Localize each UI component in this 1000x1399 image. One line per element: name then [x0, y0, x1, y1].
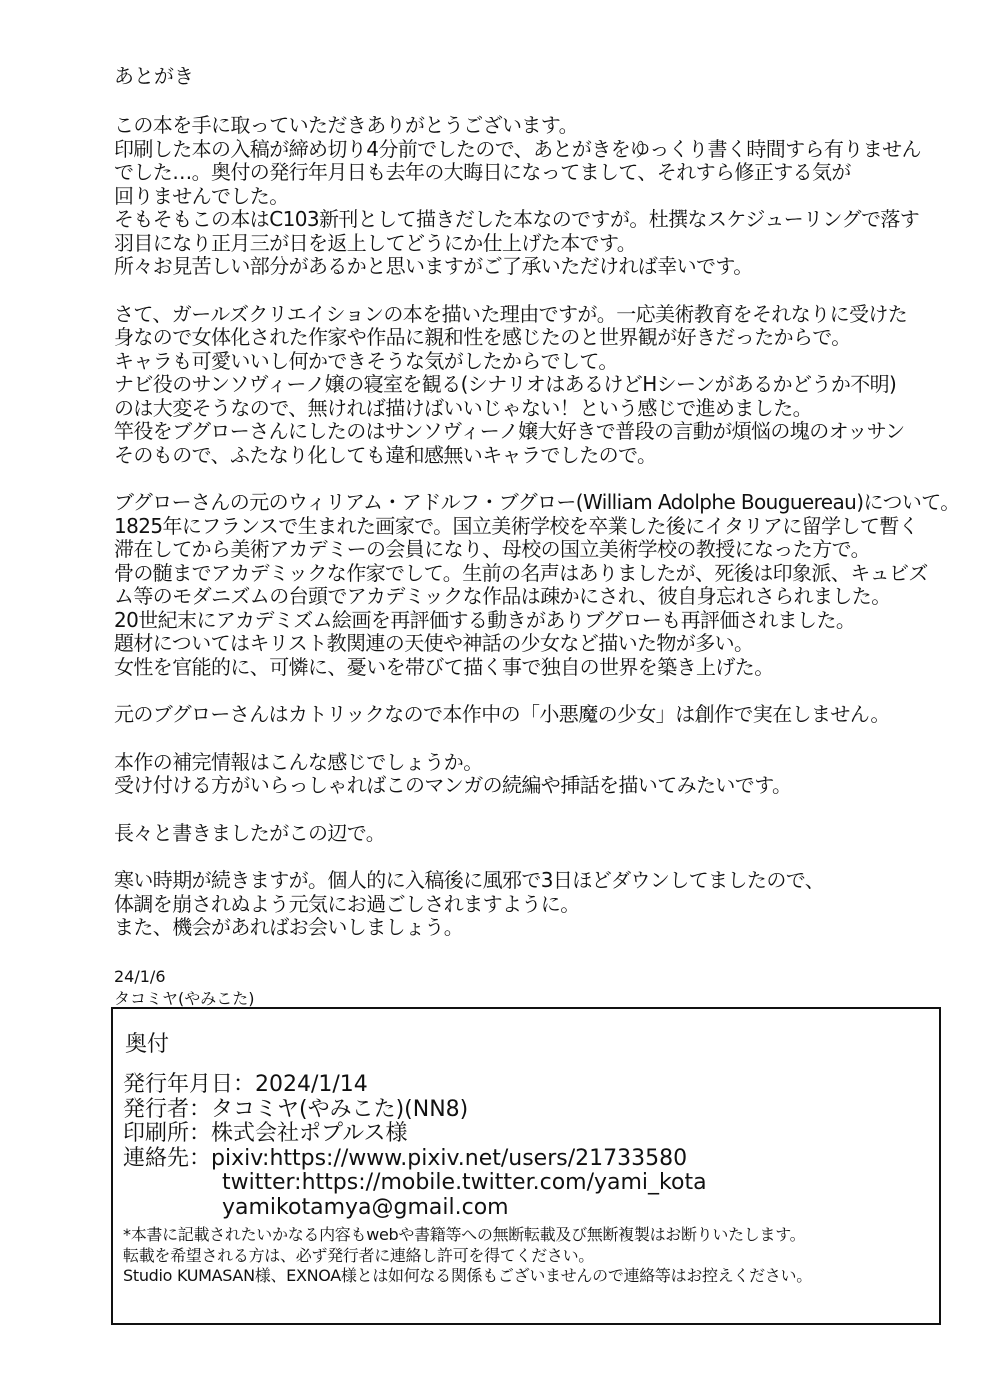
- text-line: この本を手に取っていただきありがとうございます。: [114, 113, 578, 137]
- text-line: ナビ役のサンソヴィーノ嬢の寝室を観る(シナリオはあるけどHシーンがあるかどうか不明): [114, 372, 897, 396]
- signature-date: 24/1/6: [114, 966, 166, 986]
- text-line: そのもので、ふたなり化しても違和感無いキャラでしたので。: [114, 442, 657, 467]
- publisher: 発行者：タコミヤ(やみこた)(NN8): [123, 1096, 469, 1122]
- publication-date: 発行年月日：2024/1/14: [123, 1072, 368, 1097]
- text-line: 元のブグローさんはカトリックなので本作中の「小悪魔の少女」は創作で実在しません。: [114, 702, 890, 726]
- text-line: 体調を崩されぬよう元気にお過ごしされますように。: [114, 891, 580, 916]
- text-line: 本作の補完情報はこんな感じでしょうか。: [114, 749, 483, 774]
- text-line: 印刷した本の入稿が締め切り4分前でしたので、あとがきをゆっくり書く時間すら有りません: [114, 136, 921, 161]
- text-line: さて、ガールズクリエイションの本を描いた理由ですが。一応美術教育をそれなりに受けた: [114, 301, 908, 326]
- afterword-paragraph-7: [114, 869, 974, 940]
- afterword-paragraph-3: [114, 491, 974, 679]
- text-line: また、機会があればお会いしましょう。: [114, 915, 464, 939]
- text-line: のは大変そうなので、無ければ描けばいいじゃない！という感じで進めました。: [114, 395, 812, 420]
- text-line: 所々お見苦しい部分があるかと思いますがご了承いただければ幸いです。: [114, 254, 753, 278]
- text-line: 20世紀末にアカデミズム絵画を再評価する動きがありブグローも再評価されました。: [114, 607, 856, 632]
- text-line: キャラも可愛いいし何かできそうな気がしたからでして。: [114, 348, 618, 373]
- afterword-paragraph-4: [114, 703, 974, 727]
- contact-email-row: [123, 1196, 707, 1221]
- text-line: 回りませんでした。: [114, 183, 289, 208]
- note-line: *本書に記載されたいかなる内容もwebや書籍等への無断転載及び無断複製はお断りいたします。: [123, 1225, 806, 1244]
- afterword-heading: あとがき: [114, 64, 194, 88]
- contact-twitter: twitter:https://mobile.twitter.com/yami_kota: [222, 1170, 707, 1195]
- afterword-paragraph-5: [114, 751, 974, 798]
- colophon-title: 奥付: [125, 1032, 170, 1057]
- note-line: 転載を希望される方は、必ず発行者に連絡し許可を得てください。: [123, 1245, 595, 1265]
- text-line: 骨の髄までアカデミックな作家でして。生前の名声はありましたが、死後は印象派、キュビズ: [114, 560, 928, 585]
- afterword-paragraph-1: [114, 114, 974, 279]
- text-line: 受け付ける方がいらっしゃればこのマンガの続編や挿話を描いてみたいです。: [114, 773, 792, 797]
- text-line: 題材についてはキリスト教関連の天使や神話の少女など描いた物が多い。: [114, 631, 754, 655]
- afterword-paragraph-6: [114, 822, 974, 846]
- text-line: 竿役をブグローさんにしたのはサンソヴィーノ嬢大好きで普段の言動が煩悩の塊のオッサン: [114, 419, 905, 443]
- note-line: Studio KUMASAN様、EXNOA様とは如何なる関係もございませんので連絡等はお控えください。: [123, 1266, 812, 1285]
- text-line: でした…。奥付の発行年月日も去年の大晦日になってまして、それすら修正する気が: [114, 160, 851, 184]
- afterword-paragraph-2: [114, 303, 974, 468]
- text-line: ブグローさんの元のウィリアム・アドルフ・ブグロー(William Adolphe Bouguereau)について。: [114, 490, 960, 514]
- text-line: 滞在してから美術アカデミーの会員になり、母校の国立美術学校の教授になった方で。: [114, 537, 870, 561]
- colophon-box: [111, 1007, 941, 1325]
- text-line: 身なので女体化された作家や作品に親和性を感じたのと世界観が好きだったからで。: [114, 325, 851, 349]
- text-line: 寒い時期が続きますが。個人的に入稿後に風邪で3日ほどダウンしてましたので、: [114, 868, 825, 892]
- afterword-section: [114, 62, 974, 1010]
- text-line: 長々と書きましたがこの辺で。: [114, 820, 386, 845]
- signature-author: タコミヤ(やみこた): [114, 988, 255, 1008]
- text-line: 1825年にフランスで生まれた画家で。国立美術学校を卒業した後にイタリアに留学して暫く: [114, 513, 919, 538]
- contact-email: yamikotamya@gmail.com: [222, 1194, 509, 1220]
- text-line: 女性を官能的に、可憐に、憂いを帯びて描く事で独自の世界を築き上げた。: [114, 654, 774, 679]
- text-line: 羽目になり正月三が日を返上してどうにか仕上げた本です。: [114, 230, 637, 255]
- contact-twitter-row: [123, 1171, 707, 1196]
- copyright-notes: [123, 1225, 812, 1287]
- colophon-details: [123, 1073, 707, 1220]
- printer: 印刷所：株式会社ポプルス様: [123, 1121, 408, 1146]
- contact-pixiv: 連絡先：pixiv:https://www.pixiv.net/users/21733580: [123, 1145, 688, 1171]
- signature: [114, 966, 974, 1010]
- text-line: ム等のモダニズムの台頭でアカデミックな作品は疎かにされ、彼自身忘れさられました。: [114, 584, 891, 608]
- text-line: そもそもこの本はC103新刊として描きだした本なのですが。杜撰なスケジューリングで落す: [114, 207, 920, 231]
